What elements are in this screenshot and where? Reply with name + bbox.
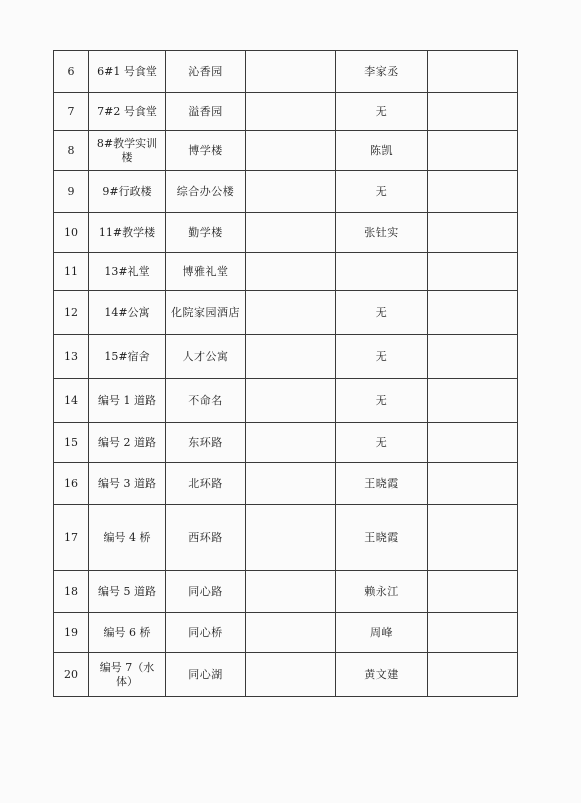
building-code: 7#2 号食堂 [89,93,166,131]
extra-cell [428,335,518,379]
blank-cell [246,463,336,505]
extra-cell [428,653,518,697]
building-name: 不命名 [166,379,246,423]
extra-cell [428,379,518,423]
extra-cell [428,571,518,613]
blank-cell [246,253,336,291]
row-number: 13 [54,335,89,379]
person-name: 王晓霞 [336,505,428,571]
row-number: 20 [54,653,89,697]
building-code: 编号 7（水体） [89,653,166,697]
row-number: 10 [54,213,89,253]
blank-cell [246,131,336,171]
person-name: 赖永江 [336,571,428,613]
blank-cell [246,93,336,131]
person-name: 黄文建 [336,653,428,697]
extra-cell [428,93,518,131]
blank-cell [246,51,336,93]
building-code: 编号 5 道路 [89,571,166,613]
building-name: 博学楼 [166,131,246,171]
building-name: 东环路 [166,423,246,463]
table-row [54,505,518,571]
building-code: 编号 6 桥 [89,613,166,653]
building-code: 9#行政楼 [89,171,166,213]
building-code: 8#教学实训楼 [89,131,166,171]
table-row [54,291,518,335]
building-name: 沁香园 [166,51,246,93]
building-code: 11#教学楼 [89,213,166,253]
extra-cell [428,291,518,335]
table-row [54,93,518,131]
blank-cell [246,505,336,571]
blank-cell [246,213,336,253]
building-name: 同心湖 [166,653,246,697]
row-number: 19 [54,613,89,653]
building-name: 人才公寓 [166,335,246,379]
building-name: 化院家园酒店 [166,291,246,335]
person-name: 张钍实 [336,213,428,253]
person-name: 王晓霞 [336,463,428,505]
extra-cell [428,463,518,505]
building-name: 西环路 [166,505,246,571]
extra-cell [428,51,518,93]
blank-cell [246,335,336,379]
table-body [54,51,518,697]
row-number: 15 [54,423,89,463]
person-name: 李家丞 [336,51,428,93]
building-name: 同心桥 [166,613,246,653]
table-row [54,171,518,213]
extra-cell [428,253,518,291]
blank-cell [246,653,336,697]
table-row [54,253,518,291]
table-row [54,335,518,379]
row-number: 18 [54,571,89,613]
row-number: 8 [54,131,89,171]
naming-table [53,50,518,697]
person-name: 无 [336,171,428,213]
person-name: 无 [336,291,428,335]
extra-cell [428,171,518,213]
blank-cell [246,291,336,335]
person-name: 周峰 [336,613,428,653]
building-name: 同心路 [166,571,246,613]
building-code: 15#宿舍 [89,335,166,379]
blank-cell [246,571,336,613]
table-row [54,51,518,93]
row-number: 11 [54,253,89,291]
person-name: 无 [336,335,428,379]
table-row [54,571,518,613]
table-row [54,131,518,171]
building-name: 综合办公楼 [166,171,246,213]
person-name [336,253,428,291]
blank-cell [246,613,336,653]
building-name: 博雅礼堂 [166,253,246,291]
building-code: 编号 2 道路 [89,423,166,463]
extra-cell [428,131,518,171]
row-number: 14 [54,379,89,423]
row-number: 16 [54,463,89,505]
table-row [54,379,518,423]
person-name: 陈凯 [336,131,428,171]
extra-cell [428,505,518,571]
row-number: 17 [54,505,89,571]
extra-cell [428,613,518,653]
table-row [54,423,518,463]
row-number: 7 [54,93,89,131]
building-name: 溢香园 [166,93,246,131]
blank-cell [246,171,336,213]
building-name: 勤学楼 [166,213,246,253]
extra-cell [428,213,518,253]
table-row [54,613,518,653]
person-name: 无 [336,93,428,131]
building-code: 编号 3 道路 [89,463,166,505]
building-code: 13#礼堂 [89,253,166,291]
person-name: 无 [336,423,428,463]
building-code: 编号 4 桥 [89,505,166,571]
blank-cell [246,379,336,423]
row-number: 9 [54,171,89,213]
table-row [54,213,518,253]
row-number: 12 [54,291,89,335]
building-code: 编号 1 道路 [89,379,166,423]
building-code: 6#1 号食堂 [89,51,166,93]
table-row [54,463,518,505]
building-name: 北环路 [166,463,246,505]
blank-cell [246,423,336,463]
extra-cell [428,423,518,463]
table-row [54,653,518,697]
person-name: 无 [336,379,428,423]
building-code: 14#公寓 [89,291,166,335]
row-number: 6 [54,51,89,93]
